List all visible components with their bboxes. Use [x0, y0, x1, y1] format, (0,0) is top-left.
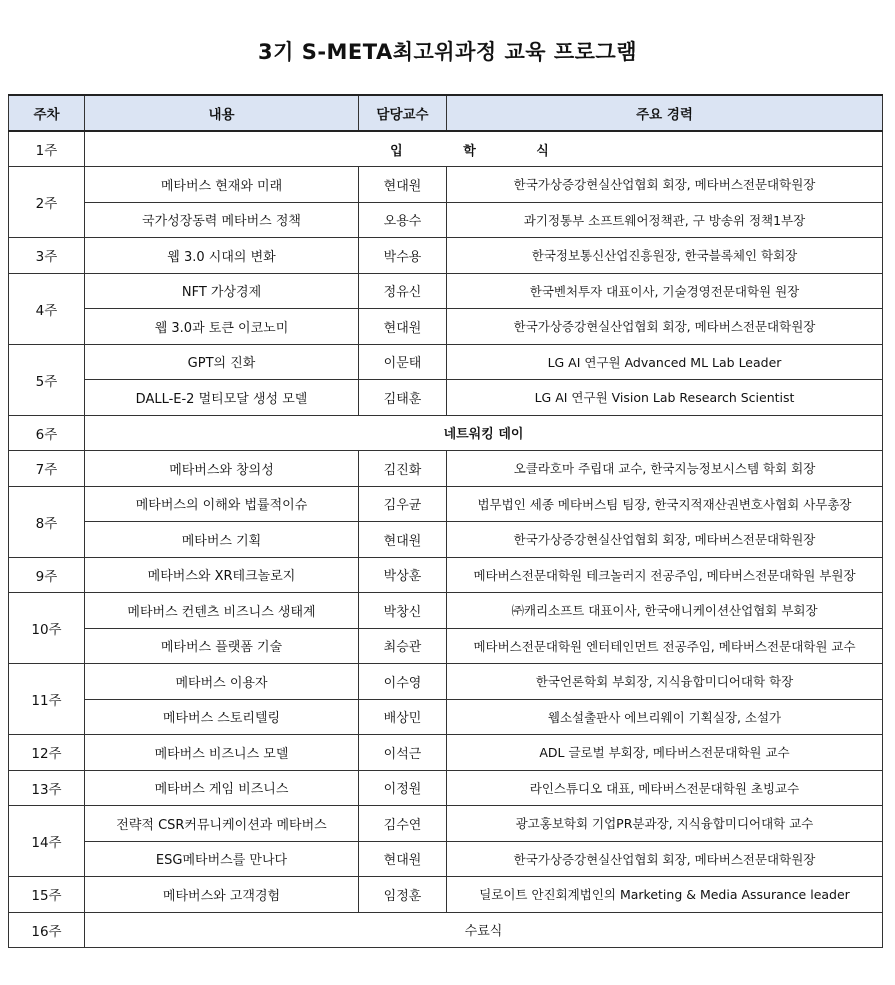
- table-row: [9, 664, 883, 700]
- table-row: [9, 273, 883, 309]
- content-cell: ESG메타버스를 만나다: [85, 841, 359, 877]
- table-row: [9, 309, 883, 345]
- content-cell: 메타버스 스토리텔링: [85, 699, 359, 735]
- week-cell: 14주: [9, 806, 85, 877]
- header-content: 내용: [85, 95, 359, 131]
- professor-cell: 이정원: [359, 770, 447, 806]
- event-cell-entrance: [85, 131, 883, 167]
- program-table: [8, 94, 883, 948]
- content-cell: 메타버스와 XR테크놀로지: [85, 557, 359, 593]
- career-cell: 한국가상증강현실산업협회 회장, 메타버스전문대학원장: [447, 841, 883, 877]
- page-title: 3기 S-META최고위과정 교육 프로그램: [257, 40, 637, 64]
- professor-cell: 이수영: [359, 664, 447, 700]
- career-cell: 한국언론학회 부회장, 지식융합미디어대학 학장: [447, 664, 883, 700]
- career-cell: 메타버스전문대학원 테크놀러지 전공주임, 메타버스전문대학원 부원장: [447, 557, 883, 593]
- professor-cell: 이석근: [359, 735, 447, 771]
- career-cell: 오클라호마 주립대 교수, 한국지능정보시스템 학회 회장: [447, 451, 883, 487]
- career-cell: LG AI 연구원 Vision Lab Research Scientist: [447, 380, 883, 416]
- career-cell: 한국가상증강현실산업협회 회장, 메타버스전문대학원장: [447, 167, 883, 203]
- table-row: [9, 415, 883, 451]
- event-cell-graduation: 수료식: [85, 912, 883, 948]
- professor-cell: 김우균: [359, 486, 447, 522]
- career-cell: 한국정보통신산업진흥원장, 한국블록체인 학회장: [447, 238, 883, 274]
- table-row: [9, 238, 883, 274]
- professor-cell: 김진화: [359, 451, 447, 487]
- content-cell: GPT의 진화: [85, 344, 359, 380]
- event-cell-networking: 네트워킹 데이: [85, 415, 883, 451]
- table-row: [9, 380, 883, 416]
- professor-cell: 오용수: [359, 202, 447, 238]
- content-cell: DALL-E-2 멀티모달 생성 모델: [85, 380, 359, 416]
- table-row: [9, 770, 883, 806]
- career-cell: 한국벤처투자 대표이사, 기술경영전문대학원 원장: [447, 273, 883, 309]
- table-row: [9, 557, 883, 593]
- career-cell: 한국가상증강현실산업협회 회장, 메타버스전문대학원장: [447, 309, 883, 345]
- week-cell: 9주: [9, 557, 85, 593]
- content-cell: 메타버스 기획: [85, 522, 359, 558]
- week-cell: 1주: [9, 131, 85, 167]
- week-cell: 4주: [9, 273, 85, 344]
- table-row: [9, 202, 883, 238]
- content-cell: 웹 3.0과 토큰 이코노미: [85, 309, 359, 345]
- content-cell: 메타버스 플랫폼 기술: [85, 628, 359, 664]
- professor-cell: 박수용: [359, 238, 447, 274]
- table-row: [9, 344, 883, 380]
- week-cell: 16주: [9, 912, 85, 948]
- table-row: [9, 912, 883, 948]
- content-cell: 메타버스 현재와 미래: [85, 167, 359, 203]
- content-cell: NFT 가상경제: [85, 273, 359, 309]
- week-cell: 7주: [9, 451, 85, 487]
- content-cell: 메타버스 비즈니스 모델: [85, 735, 359, 771]
- week-cell: 15주: [9, 877, 85, 913]
- table-row: [9, 841, 883, 877]
- content-cell: 웹 3.0 시대의 변화: [85, 238, 359, 274]
- professor-cell: 김수연: [359, 806, 447, 842]
- table-row: [9, 877, 883, 913]
- content-cell: 메타버스와 창의성: [85, 451, 359, 487]
- content-cell: 국가성장동력 메타버스 정책: [85, 202, 359, 238]
- header-row: [9, 95, 883, 131]
- table-row: [9, 628, 883, 664]
- career-cell: 한국가상증강현실산업협회 회장, 메타버스전문대학원장: [447, 522, 883, 558]
- professor-cell: 정유신: [359, 273, 447, 309]
- career-cell: 광고홍보학회 기업PR분과장, 지식융합미디어대학 교수: [447, 806, 883, 842]
- content-cell: 메타버스와 고객경험: [85, 877, 359, 913]
- table-row: [9, 131, 883, 167]
- career-cell: 메타버스전문대학원 엔터테인먼트 전공주임, 메타버스전문대학원 교수: [447, 628, 883, 664]
- week-cell: 3주: [9, 238, 85, 274]
- week-cell: 5주: [9, 344, 85, 415]
- career-cell: 딜로이트 안진회계법인의 Marketing & Media Assurance leader: [447, 877, 883, 913]
- career-cell: 법무법인 세종 메타버스팀 팀장, 한국지적재산권변호사협회 사무총장: [447, 486, 883, 522]
- table-row: [9, 522, 883, 558]
- professor-cell: 현대원: [359, 309, 447, 345]
- week-cell: 11주: [9, 664, 85, 735]
- professor-cell: 현대원: [359, 522, 447, 558]
- table-row: [9, 486, 883, 522]
- content-cell: 메타버스 컨텐츠 비즈니스 생태계: [85, 593, 359, 629]
- table-row: [9, 451, 883, 487]
- content-cell: 전략적 CSR커뮤니케이션과 메타버스: [85, 806, 359, 842]
- week-cell: 8주: [9, 486, 85, 557]
- table-row: [9, 699, 883, 735]
- week-cell: 13주: [9, 770, 85, 806]
- week-cell: 2주: [9, 167, 85, 238]
- professor-cell: 현대원: [359, 841, 447, 877]
- professor-cell: 최승관: [359, 628, 447, 664]
- table-row: [9, 167, 883, 203]
- professor-cell: 박상훈: [359, 557, 447, 593]
- table-row: [9, 806, 883, 842]
- header-professor: 담당교수: [359, 95, 447, 131]
- career-cell: 웹소설출판사 에브리웨이 기획실장, 소설가: [447, 699, 883, 735]
- table-row: [9, 735, 883, 771]
- content-cell: 메타버스의 이해와 법률적이슈: [85, 486, 359, 522]
- event-label: 입 학 식: [390, 143, 577, 159]
- career-cell: ㈜캐리소프트 대표이사, 한국애니케이션산업협회 부회장: [447, 593, 883, 629]
- table-row: [9, 593, 883, 629]
- career-cell: LG AI 연구원 Advanced ML Lab Leader: [447, 344, 883, 380]
- professor-cell: 배상민: [359, 699, 447, 735]
- content-cell: 메타버스 게임 비즈니스: [85, 770, 359, 806]
- week-cell: 10주: [9, 593, 85, 664]
- header-week: 주차: [9, 95, 85, 131]
- professor-cell: 박창신: [359, 593, 447, 629]
- content-cell: 메타버스 이용자: [85, 664, 359, 700]
- career-cell: 라인스튜디오 대표, 메타버스전문대학원 초빙교수: [447, 770, 883, 806]
- career-cell: 과기정통부 소프트웨어정책관, 구 방송위 정책1부장: [447, 202, 883, 238]
- professor-cell: 이문태: [359, 344, 447, 380]
- week-cell: 12주: [9, 735, 85, 771]
- career-cell: ADL 글로벌 부회장, 메타버스전문대학원 교수: [447, 735, 883, 771]
- professor-cell: 임정훈: [359, 877, 447, 913]
- header-career: 주요 경력: [447, 95, 883, 131]
- week-cell: 6주: [9, 415, 85, 451]
- professor-cell: 현대원: [359, 167, 447, 203]
- professor-cell: 김태훈: [359, 380, 447, 416]
